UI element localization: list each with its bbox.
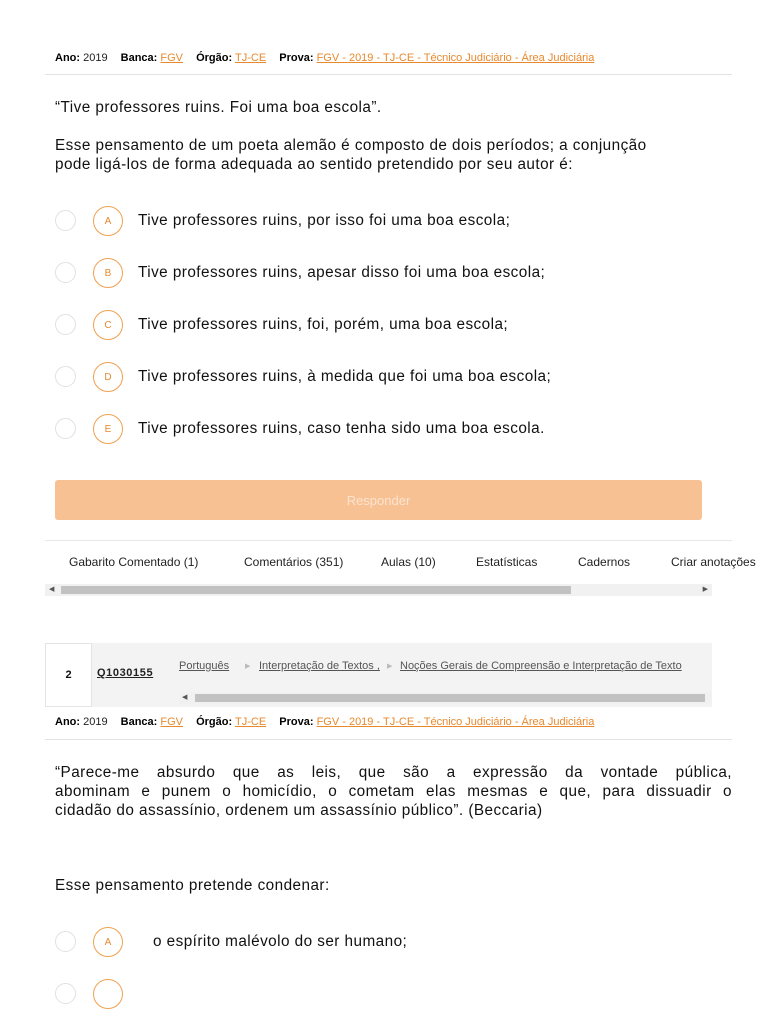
exam-link[interactable]: FGV - 2019 - TJ-CE - Técnico Judiciário - Área Judiciária [316,52,595,64]
board-link[interactable]: FGV [160,716,184,728]
tab-answer-key[interactable]: Gabarito Comentado (1) [69,555,199,569]
option-d[interactable] [55,362,732,392]
triangle-right-icon: ▶ [387,663,393,670]
divider [45,74,732,75]
option-a[interactable] [55,206,732,236]
exam-link[interactable]: FGV - 2019 - TJ-CE - Técnico Judiciário - Área Judiciária [316,716,595,728]
breadcrumb-subject[interactable]: Português [179,660,230,672]
option-c[interactable] [55,310,732,340]
tab-lessons[interactable]: Aulas (10) [381,555,436,569]
triangle-right-icon: ▶ [245,663,251,670]
option-d-radio[interactable] [55,366,76,387]
option-b-text[interactable]: Tive professores ruins, apesar disso foi uma boa escola; [138,264,546,281]
question-2-option-a-letter[interactable]: A [93,927,123,957]
question-2-quote-line3: cidadão do assassínio, ordenem um assassínio público”. (Beccaria) [55,802,543,819]
year-value: 2019 [83,52,108,64]
board-link[interactable]: FGV [160,52,184,64]
tab-notebooks[interactable]: Cadernos [578,555,631,569]
option-b[interactable] [55,258,732,288]
board-label: Banca: [120,716,158,728]
breadcrumb-scrollbar[interactable] [179,692,712,704]
question-2-prompt: Esse pensamento pretende condenar: [55,877,330,894]
question-2-metadata [55,716,594,728]
option-c-text[interactable]: Tive professores ruins, foi, porém, uma boa escola; [138,316,509,333]
organ-link[interactable]: TJ-CE [235,52,267,64]
tabs-scrollbar[interactable] [45,584,712,596]
year-label: Ano: [55,52,81,64]
question-number: 2 [45,643,92,707]
option-a-letter[interactable]: A [93,206,123,236]
question-1-prompt-line2: pode ligá-los de forma adequada ao sentido pretendido por seu autor é: [55,156,573,173]
year-label: Ano: [55,716,81,728]
option-a-radio[interactable] [55,210,76,231]
question-2-header [45,643,712,707]
question-2-option-b-partial[interactable] [55,979,732,1009]
organ-label: Órgão: [196,716,233,728]
question-2-option-b-radio[interactable] [55,983,76,1004]
scroll-right-icon[interactable]: ▶ [702,586,708,593]
board-label: Banca: [120,52,158,64]
option-d-text[interactable]: Tive professores ruins, à medida que foi uma boa escola; [138,368,552,385]
option-e-text[interactable]: Tive professores ruins, caso tenha sido uma boa escola. [138,420,545,437]
breadcrumb-topic[interactable]: Interpretação de Textos , [259,660,380,672]
option-e-radio[interactable] [55,418,76,439]
option-d-letter[interactable]: D [93,362,123,392]
question-2-option-a[interactable] [55,927,732,957]
exam-label: Prova: [279,716,314,728]
submit-answer-button[interactable]: Responder [55,480,702,520]
tab-comments[interactable]: Comentários (351) [244,555,344,569]
question-2-quote-line1: “Parece-me absurdo que as leis, que são a expressão da vontade pública, [55,764,732,781]
question-2-option-a-radio[interactable] [55,931,76,952]
option-b-letter[interactable]: B [93,258,123,288]
question-2-option-b-letter[interactable] [93,979,123,1009]
option-a-text[interactable]: Tive professores ruins, por isso foi uma boa escola; [138,212,511,229]
organ-label: Órgão: [196,52,233,64]
option-c-letter[interactable]: C [93,310,123,340]
option-e[interactable] [55,414,732,444]
option-c-radio[interactable] [55,314,76,335]
question-1-metadata [55,52,594,64]
scroll-left-icon[interactable]: ◀ [49,586,55,593]
question-2-quote-line2: abominam e punem o homicídio, o cometam elas mesmas e que, para dissuadir o [55,783,732,800]
tab-statistics[interactable]: Estatísticas [476,555,538,569]
tab-create-notes[interactable]: Criar anotações [671,555,756,569]
option-e-letter[interactable]: E [93,414,123,444]
scroll-left-icon[interactable]: ◀ [182,694,188,701]
question-code-link[interactable]: Q1030155 [97,667,154,679]
year-value: 2019 [83,716,108,728]
organ-link[interactable]: TJ-CE [235,716,267,728]
tabs-scrollbar-thumb[interactable] [61,586,571,594]
option-b-radio[interactable] [55,262,76,283]
exam-label: Prova: [279,52,314,64]
question-2-option-a-text[interactable]: o espírito malévolo do ser humano; [153,933,408,950]
question-1-quote: “Tive professores ruins. Foi uma boa escola”. [55,99,382,116]
breadcrumb-scrollbar-thumb[interactable] [195,694,705,702]
question-1-prompt-line1: Esse pensamento de um poeta alemão é composto de dois períodos; a conjunção [55,137,647,154]
breadcrumb-subtopic[interactable]: Noções Gerais de Compreensão e Interpretação de Texto [400,660,682,672]
question-1-tabs [45,540,756,585]
divider [45,739,732,740]
